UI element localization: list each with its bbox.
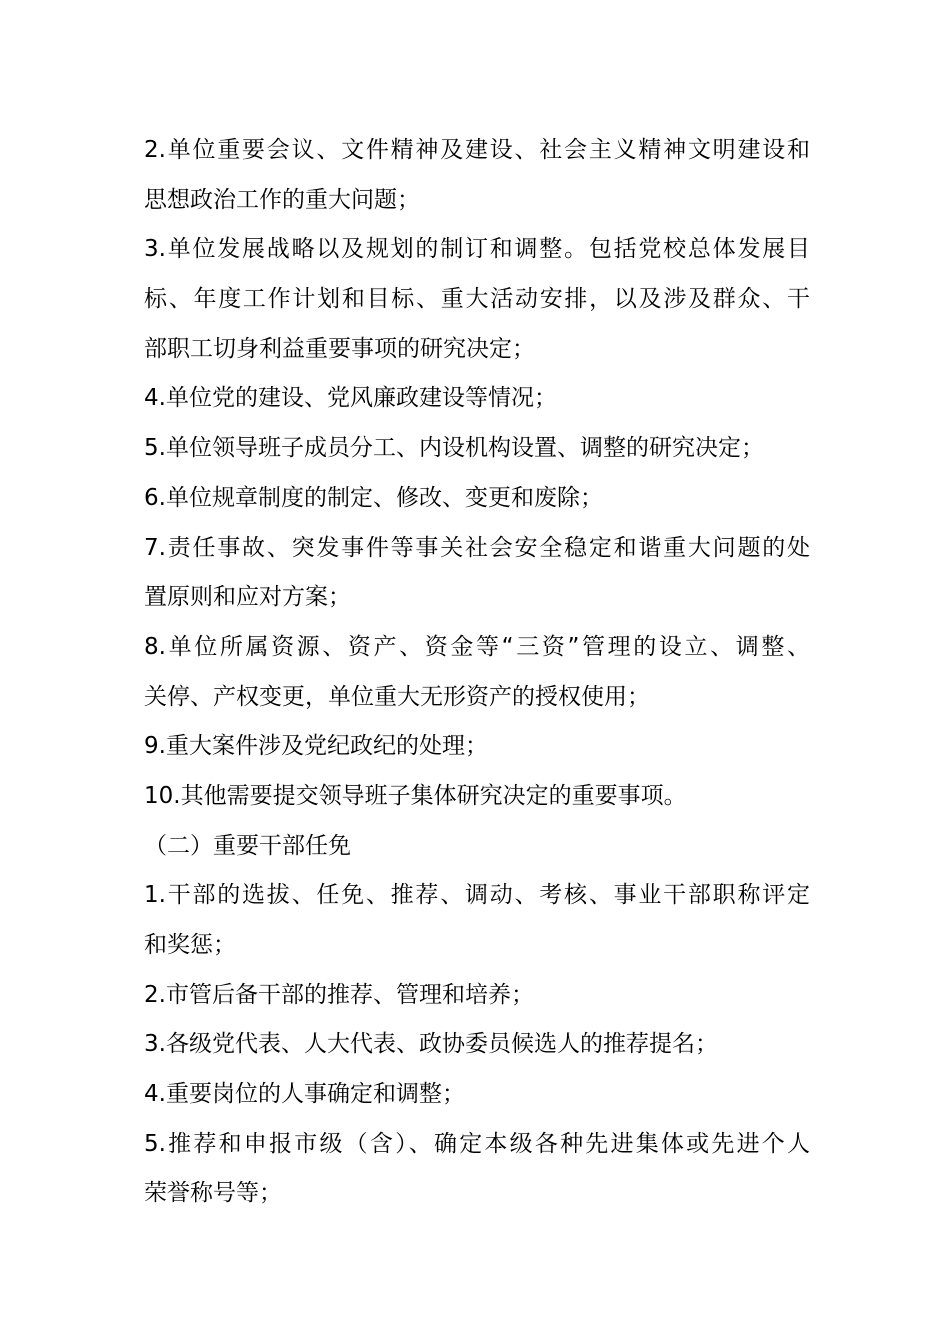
- text-line: 8.单位所属资源、资产、资金等“三资”管理的设立、调整、: [144, 633, 810, 660]
- text-line: 思想政治工作的重大问题；: [144, 186, 420, 213]
- document-body: [144, 126, 810, 1219]
- text-line: 和奖惩；: [144, 932, 236, 958]
- text-line: 关停、产权变更，单位重大无形资产的授权使用；: [144, 683, 650, 710]
- text-line: 5.单位领导班子成员分工、内设机构设置、调整的研究决定；: [144, 435, 764, 462]
- text-line: 4.单位党的建设、党风廉政建设等情况；: [144, 385, 557, 412]
- text-line: 7.责任事故、突发事件等事关社会安全稳定和谐重大问题的处: [144, 534, 810, 561]
- text-line: 标、年度工作计划和目标、重大活动安排，以及涉及群众、干: [144, 286, 810, 313]
- text-line: 9.重大案件涉及党纪政纪的处理；: [144, 733, 488, 760]
- text-line: 2.市管后备干部的推荐、管理和培养；: [144, 981, 534, 1008]
- text-line: 3.单位发展战略以及规划的制订和调整。包括党校总体发展目: [144, 236, 810, 263]
- section-heading: （二）重要干部任免: [144, 832, 351, 859]
- text-line: 10.其他需要提交领导班子集体研究决定的重要事项。: [144, 782, 687, 809]
- text-line: 部职工切身利益重要事项的研究决定；: [144, 335, 535, 362]
- text-line: 2.单位重要会议、文件精神及建设、社会主义精神文明建设和: [144, 137, 810, 163]
- text-line: 置原则和应对方案；: [144, 584, 351, 611]
- text-line: 1.干部的选拔、任免、推荐、调动、考核、事业干部职称评定: [144, 882, 810, 909]
- text-line: 5.推荐和申报市级（含）、确定本级各种先进集体或先进个人: [144, 1130, 810, 1157]
- text-line: 4.重要岗位的人事确定和调整；: [144, 1081, 465, 1108]
- text-line: 荣誉称号等；: [144, 1180, 282, 1207]
- text-line: 6.单位规章制度的制定、修改、变更和废除；: [144, 484, 603, 511]
- text-line: 3.各级党代表、人大代表、政协委员候选人的推荐提名；: [144, 1031, 718, 1058]
